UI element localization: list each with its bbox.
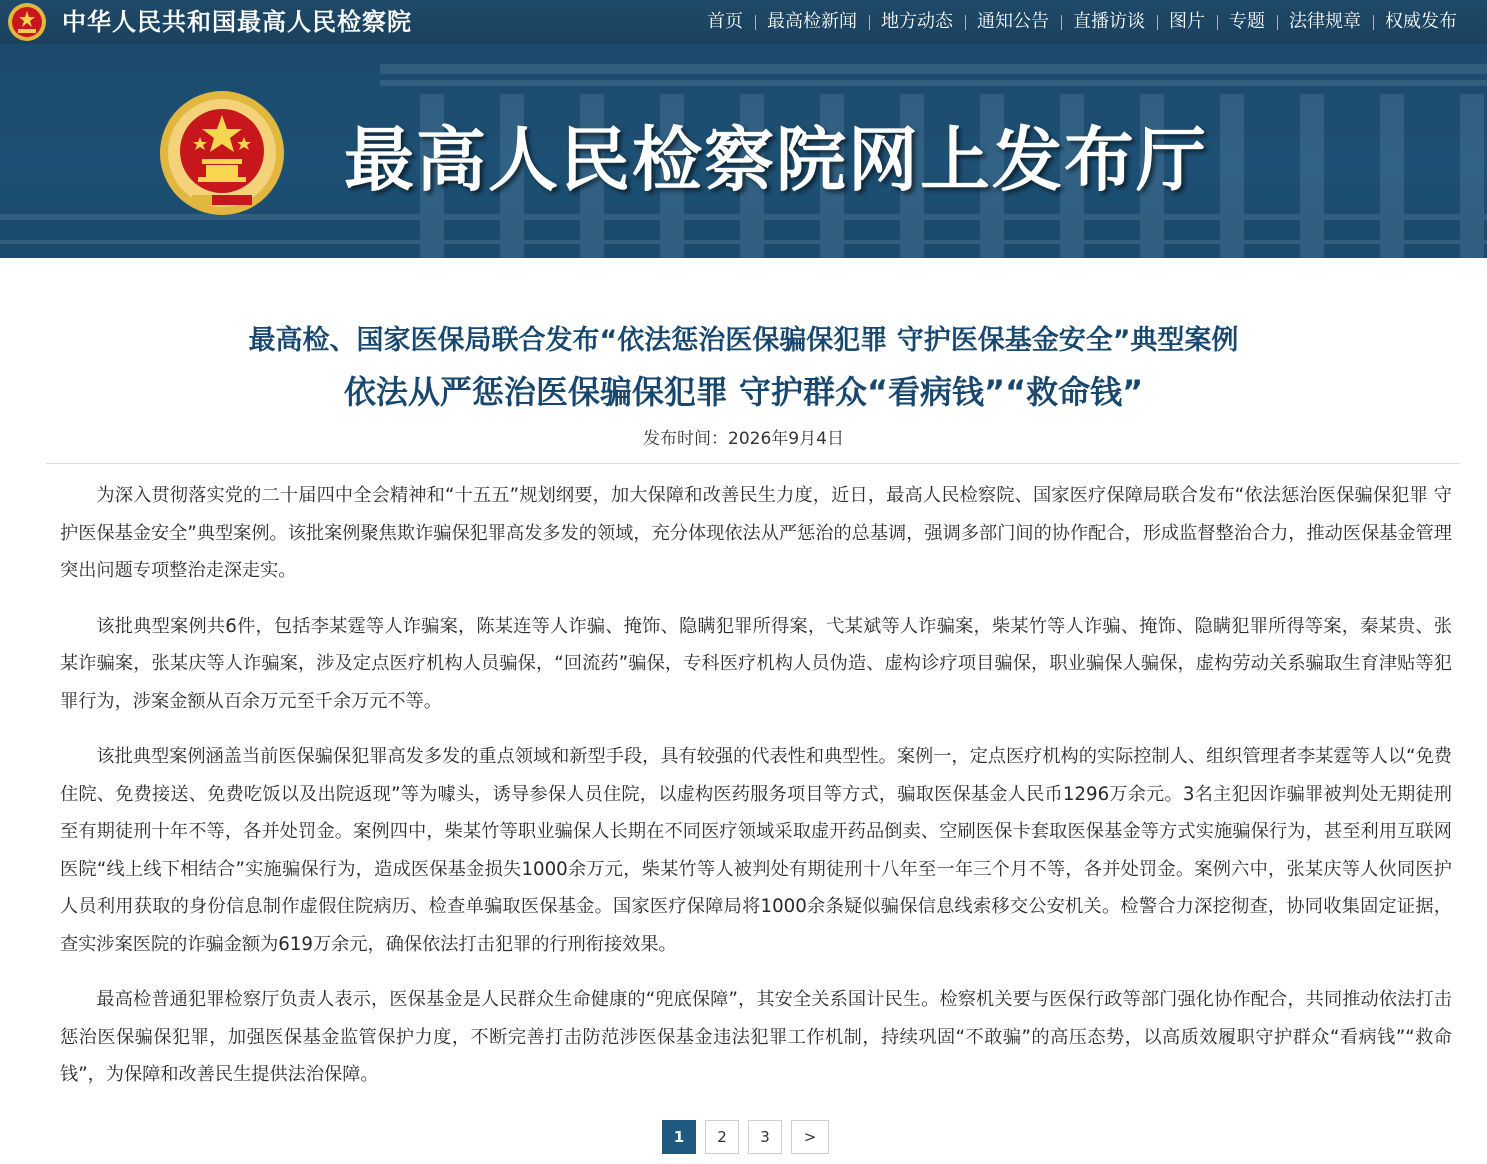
site-name[interactable]: 中华人民共和国最高人民检察院 (62, 7, 412, 36)
article-paragraph: 最高检普通犯罪检察厅负责人表示，医保基金是人民群众生命健康的“兜底保障”，其安全关系国计民生。检察机关要与医保行政等部门强化协作配合，共同推动依法打击惩治医保骗保犯罪，加强医保基金监管保护力度，不断完善打击防范涉医保基金违法犯罪工作机制，持续巩固“不敢骗”的高压态势，以高质效履职守护群众“看病钱”“救命钱”，为保障和改善民生提供法治保障。 (60, 989, 1452, 1085)
pagination (662, 1120, 838, 1154)
article-paragraph: 为深入贯彻落实党的二十届四中全会精神和“十五五”规划纲要，加大保障和改善民生力度，近日，最高人民检察院、国家医疗保障局联合发布“依法惩治医保骗保犯罪 守护医保基金安全”典型案例。该批案例聚焦欺诈骗保犯罪高发多发的领域，充分体现依法从严惩治的总基调，强调多部门间的协作配合，形成监督整治合力，推动医保基金管理突出问题专项整治走深走实。 (60, 485, 1452, 581)
next-page-button[interactable]: > (791, 1120, 829, 1154)
procuratorate-emblem-icon (158, 89, 286, 217)
article-body (60, 477, 1452, 1112)
nav-item-topics[interactable]: 专题 (1217, 0, 1277, 44)
nav-item-home[interactable]: 首页 (707, 11, 743, 32)
page-1-button[interactable]: 1 (662, 1120, 696, 1154)
article-headline: 最高检、国家医保局联合发布“依法惩治医保骗保犯罪 守护医保基金安全”典型案例 (248, 325, 1239, 356)
banner-title: 最高人民检察院网上发布厅 (344, 118, 1208, 201)
procuratorate-emblem-icon[interactable] (5, 2, 49, 42)
banner (0, 44, 1487, 258)
nav-item-live-interviews[interactable]: 直播访谈 (1061, 0, 1157, 44)
main-nav (695, 0, 1469, 44)
page-2-button[interactable]: 2 (705, 1120, 739, 1154)
nav-item-pictures[interactable]: 图片 (1157, 0, 1217, 44)
nav-item-local-news[interactable]: 地方动态 (869, 0, 965, 44)
publish-label: 发布时间： (643, 429, 729, 449)
article-paragraph: 该批典型案例共6件，包括李某霆等人诈骗案，陈某连等人诈骗、掩饰、隐瞒犯罪所得案，弋某斌等人诈骗案，柴某竹等人诈骗、掩饰、隐瞒犯罪所得等案，秦某贵、张某诈骗案，张某庆等人诈骗案，涉及定点医疗机构人员骗保，“回流药”骗保，专科医疗机构人员伪造、虚构诊疗项目骗保，职业骗保人骗保，虚构劳动关系骗取生育津贴等犯罪行为，涉案金额从百余万元至千余万元不等。 (60, 615, 1452, 712)
nav-item-laws[interactable]: 法律规章 (1277, 0, 1373, 44)
article-subheadline: 依法从严惩治医保骗保犯罪 守护群众“看病钱”“救命钱” (343, 373, 1144, 411)
page-3-button[interactable]: 3 (748, 1120, 782, 1154)
divider (46, 463, 1460, 464)
top-header-bar (0, 0, 1487, 44)
publish-date: 2026年9月4日 (728, 429, 844, 449)
publish-info (0, 426, 1487, 452)
nav-item-releases[interactable]: 权威发布 (1373, 0, 1469, 44)
nav-item-notices[interactable]: 通知公告 (965, 0, 1061, 44)
nav-item-spp-news[interactable]: 最高检新闻 (755, 0, 869, 44)
article-paragraph: 该批典型案例涵盖当前医保骗保犯罪高发多发的重点领域和新型手段，具有较强的代表性和典型性。案例一，定点医疗机构的实际控制人、组织管理者李某霆等人以“免费住院、免费接送、免费吃饭以及出院返现”等为噱头，诱导参保人员住院，以虚构医药服务项目等方式，骗取医保基金人民币1296万余元。3名主犯因诈骗罪被判处无期徒刑至有期徒刑十年不等，各并处罚金。案例四中，柴某竹等职业骗保人长期在不同医疗领域采取虚开药品倒卖、空刷医保卡套取医保基金等方式实施骗保行为，甚至利用互联网医院“线上线下相结合”实施骗保行为，造成医保基金损失1000余万元，柴某竹等人被判处有期徒刑十八年至一年三个月不等，各并处罚金。案例六中，张某庆等人伙同医护人员利用获取的身份信息制作虚假住院病历、检查单骗取医保基金。国家医疗保障局将1000余条疑似骗保信息线索移交公安机关。检警合力深挖彻查，协同收集固定证据，查实涉案医院的诈骗金额为619万余元，确保依法打击犯罪的行刑衔接效果。 (60, 746, 1452, 955)
